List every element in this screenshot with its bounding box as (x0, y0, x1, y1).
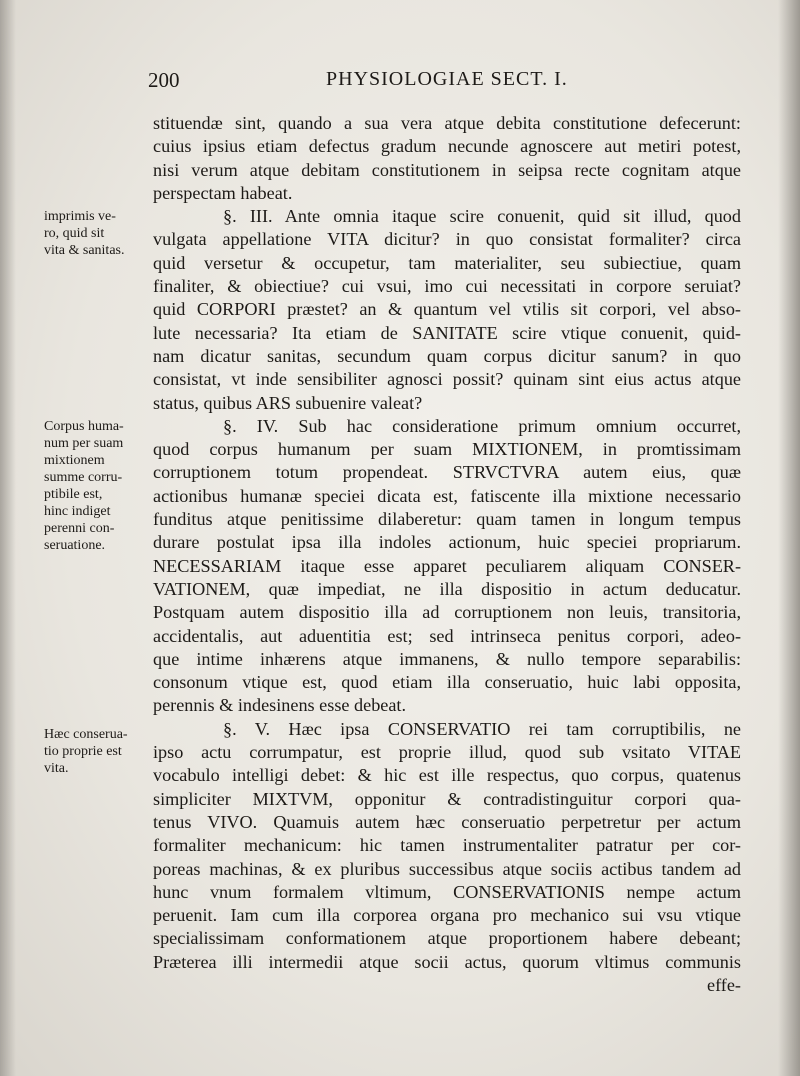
page-gutter-shadow (0, 0, 16, 1076)
text-line: Postquam autem dispositio illa ad corruptionem non leuis, transitoria, (153, 602, 741, 623)
text-line: formaliter mechanicum: hic tamen instrumentaliter patratur per cor- (153, 835, 741, 856)
margin-note-line: imprimis ve- (44, 209, 116, 224)
margin-note-line: ptibile est, (44, 487, 103, 502)
text-line: stituendæ sint, quando a sua vera atque debita constitutione defecerunt: (153, 113, 741, 133)
section-heading-line: §. III. Ante omnia itaque scire conuenit, quid sit illud, quod (223, 206, 741, 227)
text-line: funditus atque penitissime dilaberetur: quam tamen in longum tempus (153, 509, 741, 530)
text-line: quod corpus humanum per suam MIXTIONEM, in promtissimam (153, 439, 741, 460)
margin-note-line: vita. (44, 761, 69, 776)
text-line: perennis & indesinens esse debeat. (153, 695, 407, 716)
text-line: hunc vnum formalem vltimum, CONSERVATIONIS nempe actum (153, 881, 741, 902)
margin-note-line: vita & sanitas. (44, 243, 125, 258)
text-line: consistat, vt inde sensibiliter agnosci possit? quinam sint eius actus atque (153, 369, 741, 390)
text-line: accidentalis, aut aduentitia est; sed intrinseca penitus corpori, adeo- (153, 625, 741, 646)
text-line: quid versetur & occupetur, tam materialiter, seu subiectiue, quam (153, 252, 741, 273)
text-line: tenus VIVO. Quamuis autem hæc conseruatio perpetretur per actum (153, 811, 741, 832)
margin-note-conseruatio (44, 726, 154, 777)
text-line: actionibus humanæ speciei dicata est, fatiscente illa mixtione necessario (153, 485, 741, 506)
margin-note-corpus-humanum (44, 418, 154, 554)
text-line: corruptionem totum propendeat. STRVCTVRA autem eius, quæ (153, 462, 741, 483)
text-line: perspectam habeat. (153, 182, 293, 203)
text-line: vocabulo intelligi debet: & hic est ille respectus, quo corpus, quatenus (153, 765, 741, 786)
catchword: effe- (707, 974, 741, 995)
text-line: nam dicatur sanitas, secundum quam corpus dicitur sanum? in quo (153, 345, 741, 366)
text-line: peruenit. Iam cum illa corporea organa pro mechanico sui vsu vtique (153, 905, 741, 926)
text-line: consonum vtique est, quod etiam illa conseruatio, huic labi opposita, (153, 672, 741, 693)
text-line: que intime inhærens atque immanens, & nullo tempore separabilis: (153, 648, 741, 669)
margin-note-line: num per suam (44, 436, 124, 451)
margin-note-line: tio proprie est (44, 744, 122, 759)
section-heading-line: §. IV. Sub hac consideratione primum omnium occurret, (223, 415, 741, 436)
text-line: ipso actu corrumpatur, est proprie illud, quod sub vsitato VITAE (153, 742, 741, 763)
text-line: poreas machinas, & ex pluribus successibus atque sociis actibus tandem ad (153, 858, 741, 879)
text-line: simpliciter MIXTVM, opponitur & contradistinguitur corpori qua- (153, 788, 741, 809)
text-line: cuius ipsius etiam defectus gradum necunde agnoscere aut metiri potest, (153, 136, 741, 157)
text-line: Præterea illi intermedii atque socii actus, quorum vltimus communis (153, 951, 741, 972)
page-number: 200 (148, 68, 180, 92)
text-line: durare postulat ipsa illa indoles actionum, huic speciei propriarum. (153, 532, 741, 553)
margin-note-vita-sanitas (44, 208, 154, 259)
margin-note-line: Corpus huma- (44, 419, 124, 434)
margin-note-line: hinc indiget (44, 504, 111, 519)
text-line: VATIONEM, quæ impediat, ne illa dispositio in actum deducatur. (153, 578, 741, 599)
text-line: lute necessaria? Ita etiam de SANITATE scire vtique conuenit, quid- (153, 322, 741, 343)
text-line: vulgata appellatione VITA dicitur? in quo consistat formaliter? circa (153, 229, 741, 250)
margin-note-line: perenni con- (44, 521, 115, 536)
page-edge-shadow (778, 0, 800, 1076)
margin-note-line: mixtionem (44, 453, 105, 468)
text-line: nisi verum atque debitam constitutionem in seipsa recte cognitam atque (153, 159, 741, 180)
text-line: specialissimam conformationem atque proportionem habere debeant; (153, 928, 741, 949)
margin-note-line: seruatione. (44, 538, 106, 553)
margin-note-line: Hæc conserua- (44, 727, 128, 742)
margin-note-line: ro, quid sit (44, 226, 105, 241)
margin-note-line: summe corru- (44, 470, 123, 485)
text-line: status, quibus ARS subuenire valeat? (153, 392, 423, 413)
text-line: finaliter, & obiectiue? cui vsui, imo cui necessitati in corpore seruiat? (153, 276, 741, 297)
text-line: quid CORPORI præstet? an & quantum vel vtilis sit corpori, vel abso- (153, 299, 741, 320)
text-line: NECESSARIAM itaque esse apparet peculiarem aliquam CONSER- (153, 555, 741, 576)
page-header (148, 68, 740, 94)
section-heading-line: §. V. Hæc ipsa CONSERVATIO rei tam corruptibilis, ne (223, 718, 741, 739)
body-text (153, 112, 741, 997)
running-head: PHYSIOLOGIAE SECT. I. (326, 68, 568, 90)
